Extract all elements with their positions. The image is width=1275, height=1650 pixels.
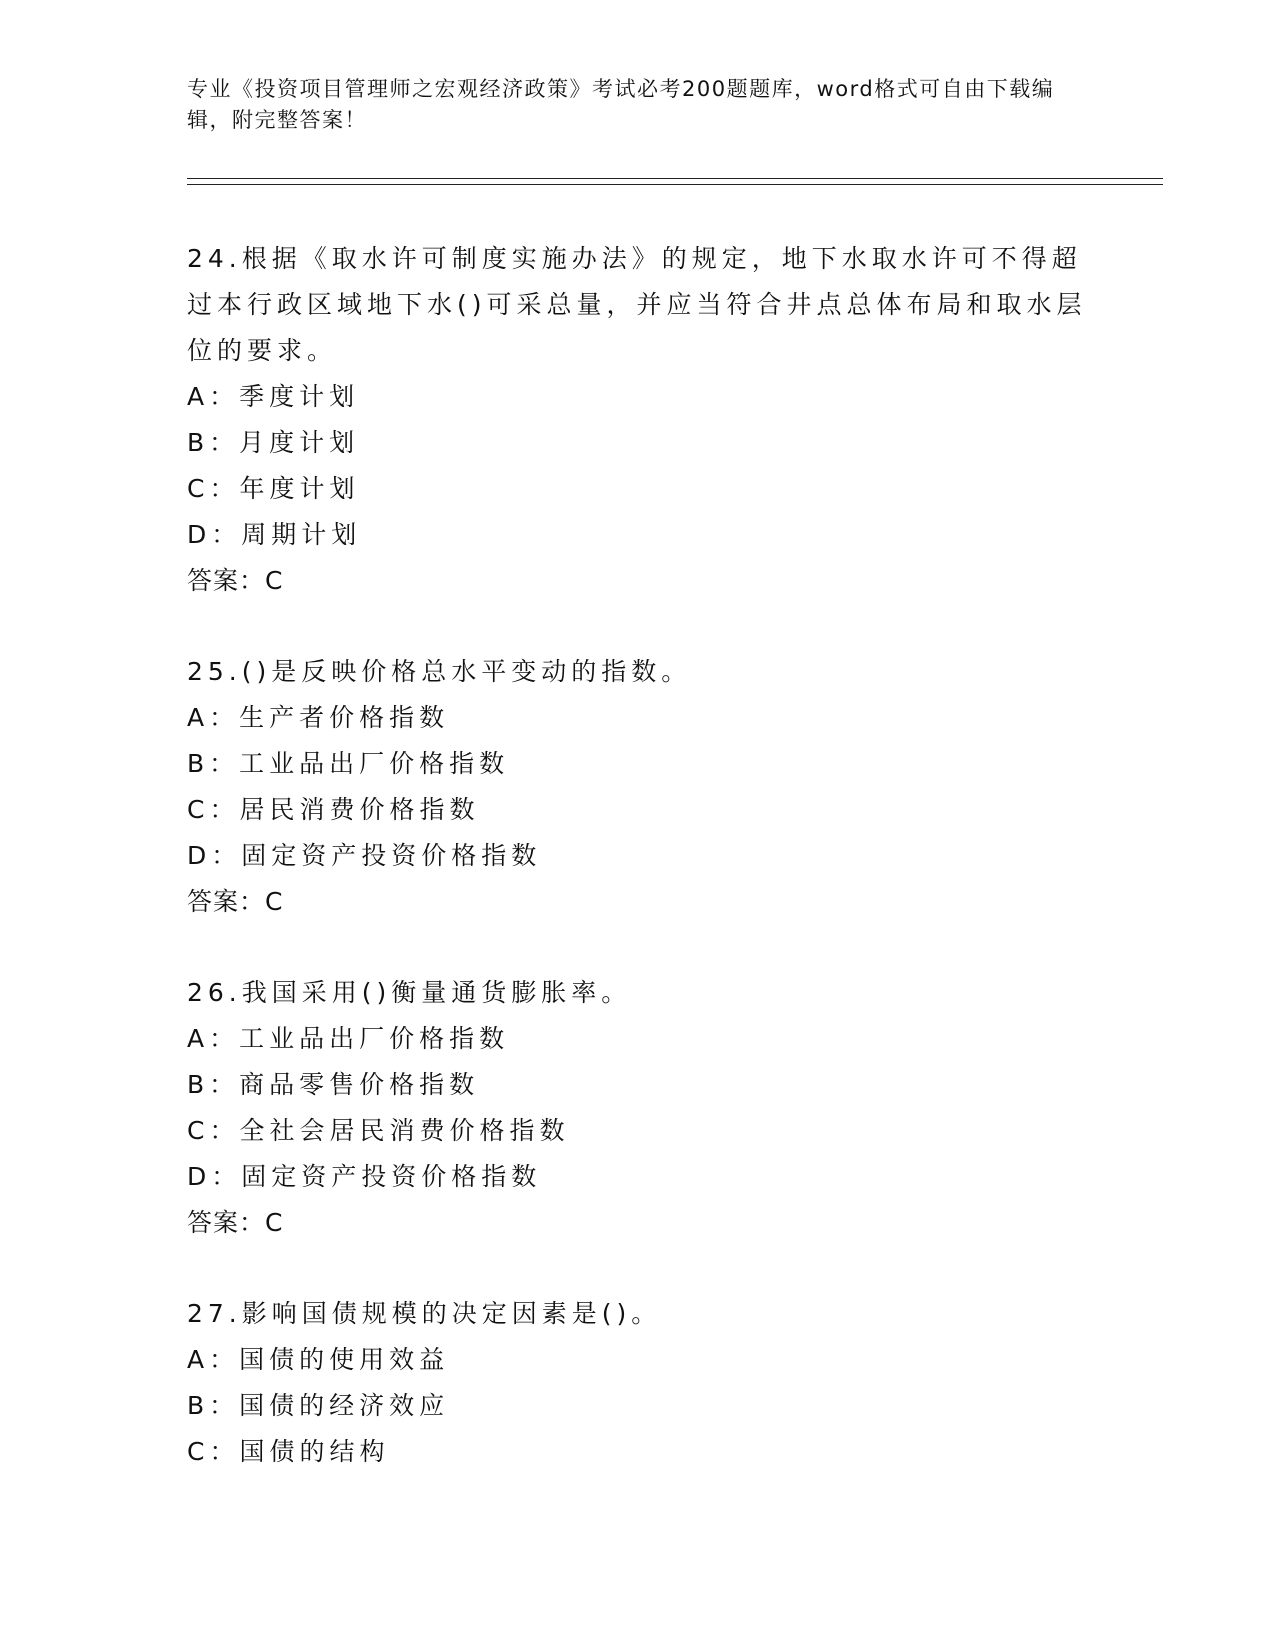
option-d: D：固定资产投资价格指数 <box>187 841 542 870</box>
option-b: B：国债的经济效应 <box>187 1391 450 1420</box>
question-stem: 25.()是反映价格总水平变动的指数。 <box>187 657 692 686</box>
option-c: C：国债的结构 <box>187 1437 390 1466</box>
question-stem: 24.根据《取水许可制度实施办法》的规定，地下水取水许可不得超过本行政区域地下水()可采总量，并应当符合井点总体布局和取水层位的要求。 <box>187 244 1087 365</box>
option-c: C：全社会居民消费价格指数 <box>187 1116 570 1145</box>
header-divider-bottom <box>187 184 1163 185</box>
answer: 答案：C <box>187 887 284 916</box>
answer: 答案：C <box>187 566 284 595</box>
question-stem: 27.影响国债规模的决定因素是()。 <box>187 1299 662 1328</box>
option-b: B：工业品出厂价格指数 <box>187 749 510 778</box>
option-c: C：居民消费价格指数 <box>187 795 480 824</box>
question-list <box>187 236 1087 1520</box>
option-d: D：固定资产投资价格指数 <box>187 1162 542 1191</box>
header-divider-top <box>187 178 1163 179</box>
option-c: C：年度计划 <box>187 474 360 503</box>
question-24 <box>187 236 1087 604</box>
option-a: A：工业品出厂价格指数 <box>187 1024 510 1053</box>
option-b: B：月度计划 <box>187 428 360 457</box>
question-26 <box>187 970 1087 1246</box>
option-a: A：季度计划 <box>187 382 360 411</box>
question-stem: 26.我国采用()衡量通货膨胀率。 <box>187 978 632 1007</box>
document-intro: 专业《投资项目管理师之宏观经济政策》考试必考200题题库，word格式可自由下载编辑，附完整答案！ <box>187 77 1055 132</box>
answer: 答案：C <box>187 1208 284 1237</box>
option-a: A：生产者价格指数 <box>187 703 450 732</box>
question-27 <box>187 1291 1087 1475</box>
option-a: A：国债的使用效益 <box>187 1345 450 1374</box>
option-b: B：商品零售价格指数 <box>187 1070 480 1099</box>
question-25 <box>187 649 1087 925</box>
option-d: D：周期计划 <box>187 520 362 549</box>
